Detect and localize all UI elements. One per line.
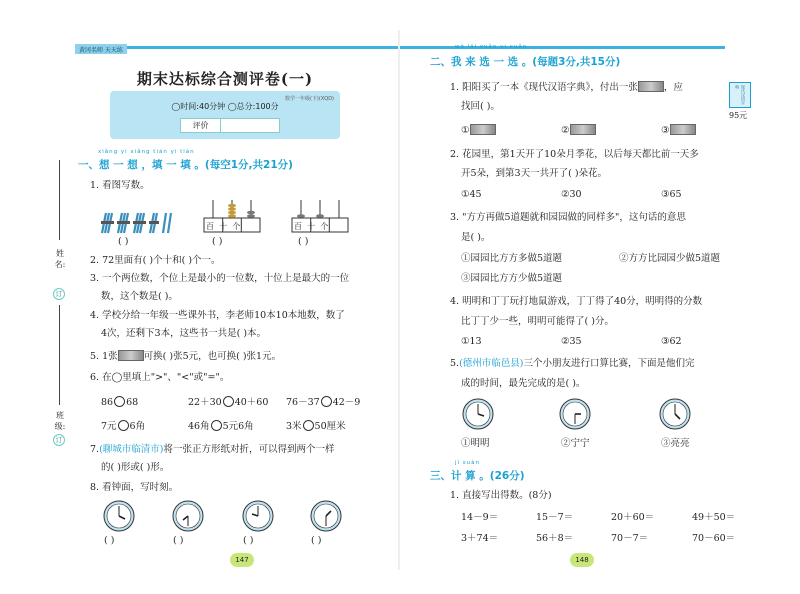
abacus-label: 百 十 个 (294, 222, 329, 231)
calc-item[interactable]: 14－9＝ (461, 512, 499, 523)
banknote-icon (670, 124, 696, 135)
book-meta: 数学一年级(下)(XQD) (284, 96, 334, 102)
calc-item[interactable]: 70－60＝ (692, 533, 736, 544)
question-2: 2. 72里面有( )个十和( )个一。 (90, 255, 221, 266)
question-4-cont: 4次，还剩下3本，这些书一共是( )本。 (101, 328, 267, 339)
option[interactable]: ③65 (661, 189, 682, 200)
compare-circle[interactable] (223, 396, 234, 407)
right-page (400, 0, 800, 594)
clock-icon (462, 398, 494, 430)
option[interactable]: ②宁宁 (561, 438, 590, 449)
banknote-icon (470, 124, 496, 135)
page-number: 148 (570, 553, 594, 567)
question-1: 1. 看图写数。 (90, 180, 150, 191)
top-bar (400, 46, 725, 49)
source-tag: (聊城市临清市) (99, 444, 164, 455)
compare-circle[interactable] (321, 396, 332, 407)
compare-circle[interactable] (211, 420, 222, 431)
question-3-cont: 数，这个数是( )。 (101, 291, 178, 302)
calc-item[interactable]: 49＋50＝ (692, 512, 736, 523)
question-7-cont: 的( )形或( )形。 (101, 462, 170, 473)
question-2-1: 1. 阳阳买了一本《现代汉语字典》，付出一张 ，应 (450, 82, 683, 93)
compare-row: 7元 6角 (101, 421, 146, 432)
section-1-title: 一、想 一 想 ，填 一 填 。(每空1分,共21分) (78, 159, 293, 171)
option[interactable]: ① (461, 124, 496, 137)
banknote-icon (570, 124, 596, 135)
section-3-title: 三、计 算 。(26分) (430, 470, 525, 482)
binding-hole: 订 (53, 434, 65, 446)
compare-circle[interactable] (118, 420, 129, 431)
question-7: 7.(聊城市临清市)将一张正方形纸对折，可以得到两个一样 (90, 444, 335, 455)
grade-label: 评价 (181, 119, 221, 132)
question-6: 6. 在◯里填上">"、"<"或"="。 (90, 372, 230, 383)
banknote-icon (118, 350, 144, 361)
question-2-5-cont: 成的时间，最先完成的是( )。 (461, 378, 586, 389)
question-2-4-cont: 比丁丁少一些，明明可能得了( )分。 (461, 316, 614, 327)
answer-blank[interactable]: ( ) (212, 236, 223, 247)
page-number: 147 (230, 553, 254, 567)
option[interactable]: ③亮亮 (661, 438, 690, 449)
option[interactable]: ③ (661, 124, 696, 137)
option[interactable]: ②方方比园园少做5道题 (619, 253, 721, 264)
binding-margin (52, 160, 68, 460)
option[interactable]: ③园园比方方少做5道题 (461, 273, 563, 284)
option[interactable]: ①明明 (461, 438, 490, 449)
clock-icon (559, 398, 591, 430)
page-title: 期末达标综合测评卷(一) (136, 70, 314, 88)
question-2-2: 2. 花园里，第1天开了10朵月季花，以后每天都比前一天多 (450, 149, 699, 160)
calc-item[interactable]: 20＋60＝ (611, 512, 655, 523)
option[interactable]: ②30 (561, 189, 582, 200)
source-tag: (德州市临邑县) (459, 358, 524, 369)
compare-row: 22＋30 40＋60 (188, 397, 269, 408)
grade-field[interactable] (180, 118, 280, 133)
clock-icon (310, 500, 342, 532)
question-2-2-cont: 开5朵，到第3天一共开了( )朵花。 (461, 168, 608, 179)
section-2-title: 二、我 来 选 一 选 。(每题3分,共15分) (430, 56, 621, 68)
option[interactable]: ② (561, 124, 596, 137)
name-label: 姓名: (54, 249, 66, 269)
pinyin: wǒ lái xuǎn yi xuǎn (455, 44, 528, 50)
clock-icon (172, 500, 204, 532)
calc-item[interactable]: 70－7＝ (611, 533, 649, 544)
clock-icon (242, 500, 274, 532)
info-box (110, 91, 340, 139)
question-3-1: 1. 直接写出得数。(8分) (450, 490, 552, 501)
price-label: 95元 (729, 111, 748, 120)
question-5: 5. 1张 可换( )张5元，也可换( )张1元。 (90, 351, 282, 362)
question-2-5: 5.(德州市临邑县)三个小朋友进行口算比赛，下面是他们完 (450, 358, 695, 369)
question-2-1-cont: 找回( )。 (461, 101, 500, 112)
pinyin: jì suàn (455, 460, 481, 466)
option[interactable]: ①园园比方方多做5道题 (461, 253, 563, 264)
dictionary-image: 现代汉语字典 (729, 82, 751, 108)
question-2-3: 3. "方方再做5道题就和园园做的同样多"，这句话的意思 (450, 212, 686, 223)
question-8: 8. 看钟面，写时刻。 (90, 482, 179, 493)
pinyin: xiǎng yi xiǎng tián yi tián (98, 149, 195, 155)
answer-blank[interactable]: ( ) (118, 236, 129, 247)
clock-icon (103, 500, 135, 532)
compare-row: 46角 5元6角 (188, 421, 254, 432)
compare-circle[interactable] (303, 420, 314, 431)
compare-row: 3米 50厘米 (286, 421, 346, 432)
class-label: 班级: (54, 411, 66, 431)
question-2-4: 4. 明明和丁丁玩打地鼠游戏，丁丁得了40分，明明得的分数 (450, 296, 703, 307)
answer-blank[interactable]: ( ) (311, 535, 322, 546)
time-score: ◯时间:40分钟 ◯总分:100分 (171, 102, 279, 111)
compare-row: 86 68 (101, 397, 139, 408)
calc-item[interactable]: 56＋8＝ (536, 533, 574, 544)
option[interactable]: ③62 (661, 336, 682, 347)
answer-blank[interactable]: ( ) (243, 535, 254, 546)
answer-blank[interactable]: ( ) (173, 535, 184, 546)
answer-blank[interactable]: ( ) (104, 535, 115, 546)
compare-circle[interactable] (114, 396, 125, 407)
option[interactable]: ①13 (461, 336, 482, 347)
banknote-icon (638, 81, 664, 92)
option[interactable]: ①45 (461, 189, 482, 200)
compare-row: 76－37 42－9 (286, 397, 361, 408)
question-3: 3. 一个两位数，个位上是最小的一位数，十位上是最大的一位 (90, 273, 350, 284)
binding-hole: 订 (53, 288, 65, 300)
question-2-3-cont: 是( )。 (461, 232, 491, 243)
question-4: 4. 学校分给一年级一些课外书，李老师10本10本地数，数了 (90, 310, 345, 321)
clock-icon (659, 398, 691, 430)
answer-blank[interactable]: ( ) (298, 236, 309, 247)
series-tag: 黄冈名师 天天练 (75, 44, 127, 54)
calc-item[interactable]: 3＋74＝ (461, 533, 499, 544)
calc-item[interactable]: 15－7＝ (536, 512, 574, 523)
sticks-image (100, 211, 175, 235)
abacus-label: 百 十 个 (206, 222, 241, 231)
option[interactable]: ②35 (561, 336, 582, 347)
